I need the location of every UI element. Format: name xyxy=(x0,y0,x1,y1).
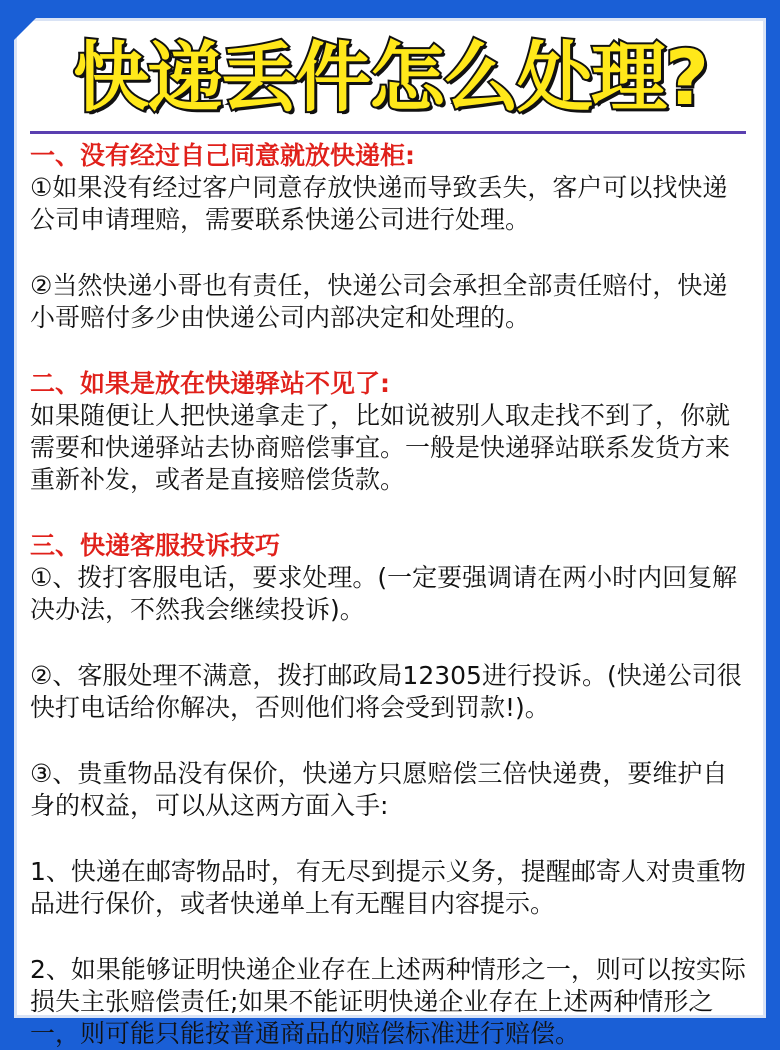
section-3-paragraph-5: 2、如果能够证明快递企业存在上述两种情形之一，则可以按实际损失主张赔偿责任;如果不能证明快递企业存在上述两种情形之一，则可能只能按普通商品的赔偿标准进行赔偿。 xyxy=(30,955,746,1048)
section-3-paragraph-4: 1、快递在邮寄物品时，有无尽到提示义务，提醒邮寄人对贵重物品进行保价，或者快递单上有无醒目内容提示。 xyxy=(30,857,746,918)
section-3-paragraph-1: ①、拨打客服电话，要求处理。(一定要强调请在两小时内回复解决办法，不然我会继续投诉)。 xyxy=(30,563,738,624)
title-divider xyxy=(30,131,746,134)
section-3-heading: 三、快递客服投诉技巧 xyxy=(30,531,281,560)
article-body xyxy=(30,140,750,1050)
section-1-heading: 一、没有经过自己同意就放快递柜: xyxy=(30,141,415,170)
section-3-paragraph-3: ③、贵重物品没有保价，快递方只愿赔偿三倍快递费，要维护自身的权益，可以从这两方面入手: xyxy=(30,759,728,820)
section-1-paragraph-2: ②当然快递小哥也有责任，快递公司会承担全部责任赔付，快递小哥赔付多少由快递公司内部决定和处理的。 xyxy=(30,271,728,332)
section-1-paragraph-1: ①如果没有经过客户同意存放快递而导致丢失，客户可以找快递公司申请理赔，需要联系快递公司进行处理。 xyxy=(30,173,728,234)
section-2-heading: 二、如果是放在快递驿站不见了: xyxy=(30,369,390,398)
section-2-paragraph-1: 如果随便让人把快递拿走了，比如说被别人取走找不到了，你就需要和快递驿站去协商赔偿事宜。一般是快递驿站联系发货方来重新补发，或者是直接赔偿货款。 xyxy=(30,401,731,494)
section-3-paragraph-2: ②、客服处理不满意，拨打邮政局12305进行投诉。(快递公司很快打电话给你解决，否则他们将会受到罚款!)。 xyxy=(30,661,742,722)
page-title: 快递丢件怎么处理? xyxy=(72,33,708,122)
